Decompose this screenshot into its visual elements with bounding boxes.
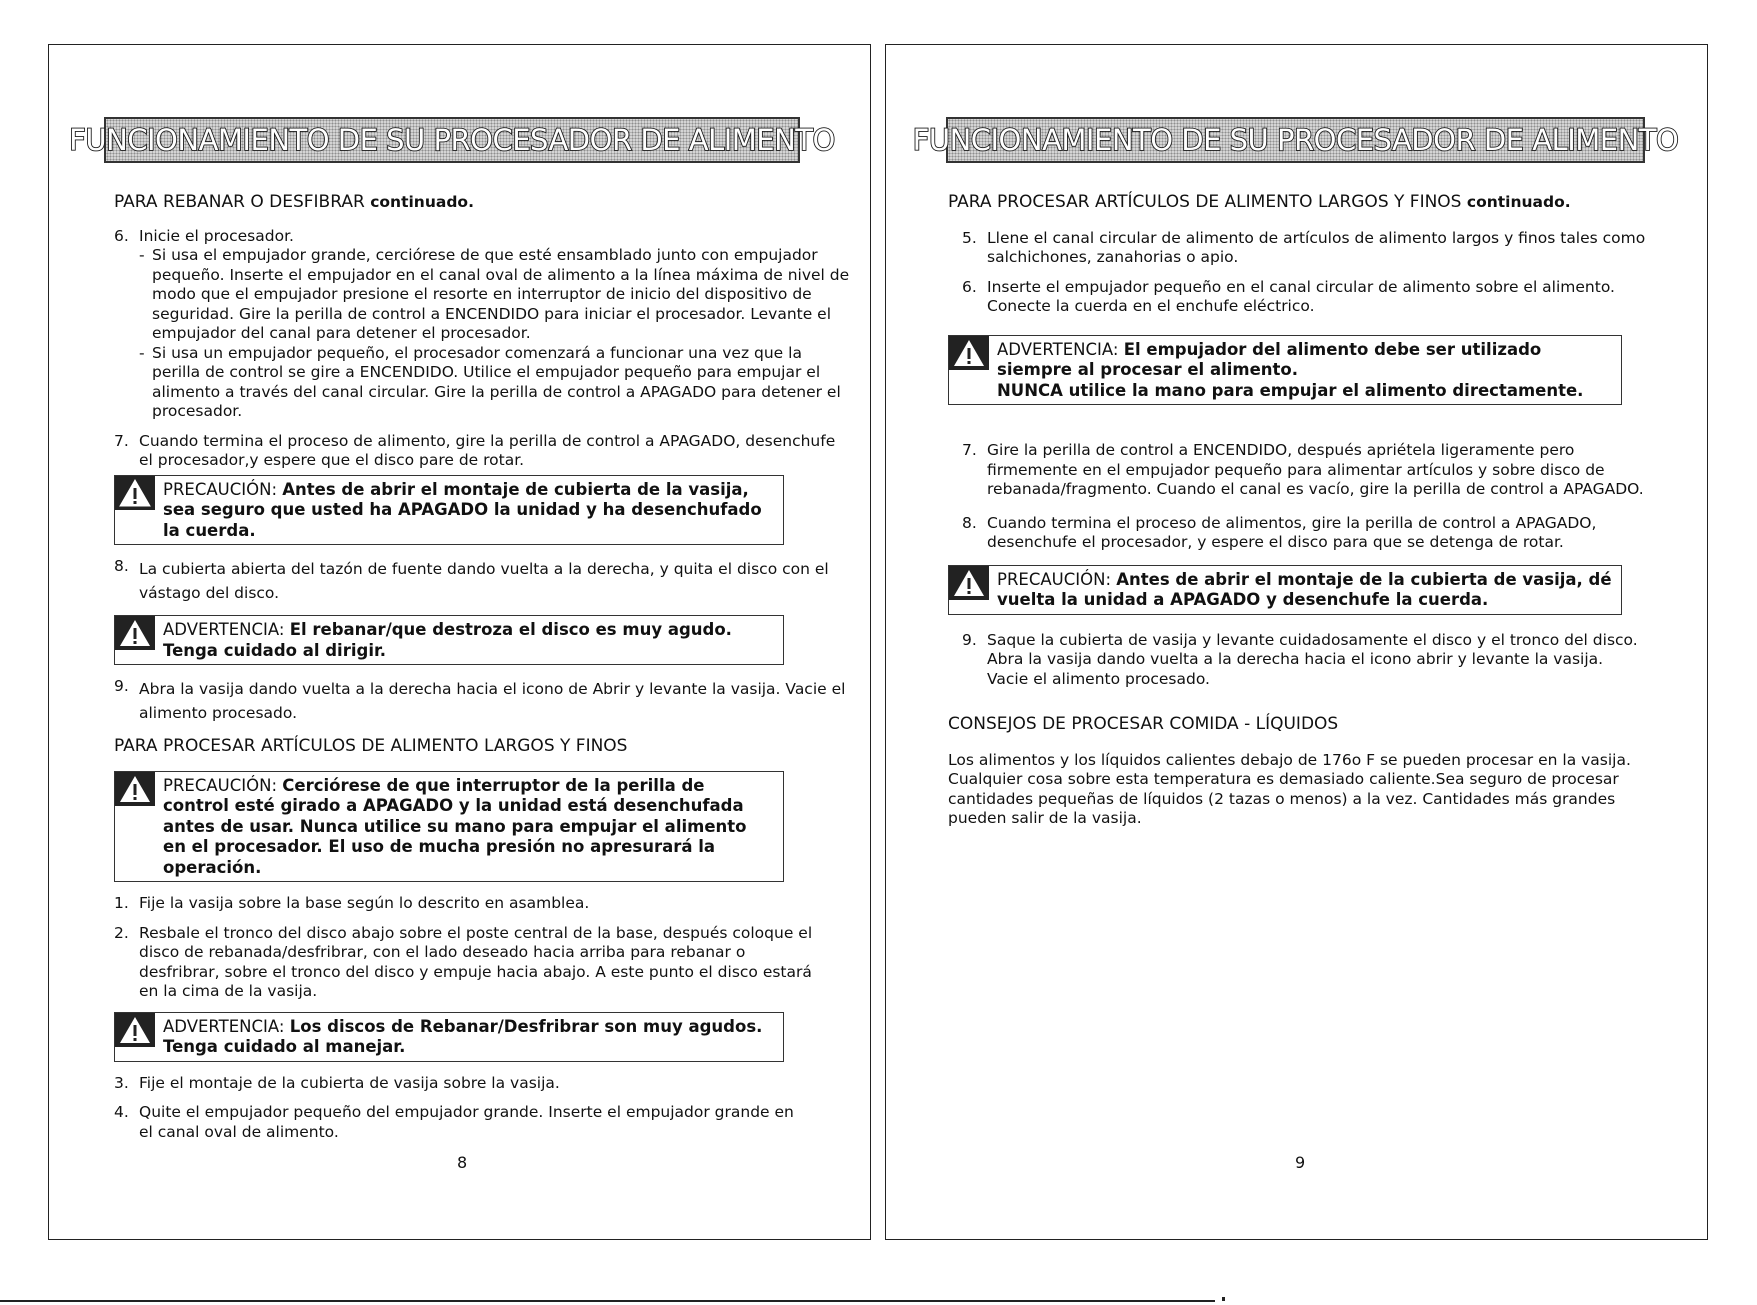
bottom-rule [0,1300,1215,1302]
sub-item: - Si usa un empujador pequeño, el procesador comenzará a funcionar una vez que la perilla de control se gire a ENCENDIDO. Utilice el empujador pequeño para empujar el alimento a través del canal circular. Gire la perilla de control a APAGADO para detener el procesador. [139,343,841,420]
step-item-6: 6. Inserte el empujador pequeño en el canal circular de alimento sobre el alimento. Conecte la cuerda en el enchufe eléctrico. [962,277,1615,315]
section-heading: PARA PROCESAR ARTÍCULOS DE ALIMENTO LARGOS Y FINOS continuado. [948,192,1571,212]
caution-box: PRECAUCIÓN: Antes de abrir el montaje de la cubierta de vasija, dé vuelta la unidad a APAGADO y desenchufe la cuerda. [948,565,1622,615]
step-item-8: 8. Cuando termina el proceso de alimentos, gire la perilla de control a APAGADO, desenchufe el procesador, y espere el disco para que se detenga de rotar. [962,513,1597,551]
warning-box: ADVERTENCIA: El rebanar/que destroza el disco es muy agudo. Tenga cuidado al dirigir. [114,615,784,665]
warning-triangle-icon [949,566,989,600]
step-item-7: 7. Cuando termina el proceso de alimento, gire la perilla de control a APAGADO, desenchufe el procesador,y espere que el disco pare de rotar. [114,431,836,469]
section-banner [912,117,1679,163]
warning-triangle-icon [115,772,155,806]
step-item-9: 9. Saque la cubierta de vasija y levante cuidadosamente el disco y el tronco del disco. Abra la vasija dando vuelta a la derecha hacia el icono abrir y levante la vasija. Vacie el alimento procesado. [962,630,1638,688]
banner-title: FUNCIONAMIENTO DE SU PROCESADOR DE ALIMENTO [912,123,1679,157]
section-heading: PARA REBANAR O DESFIBRAR continuado. [114,192,474,212]
warning-box: ADVERTENCIA: Los discos de Rebanar/Desfribrar son muy agudos. Tenga cuidado al manejar. [114,1012,784,1062]
step-item-6: 6. Inicie el procesador. - Si usa el empujador grande, cerciórese de que esté ensamblado junto con empujador pequeño. Inserte el empujador en el canal oval de alimento a la línea máxima de nivel de modo que el empujador presione el resorte en interruptor de inicio del dispositivo de seguridad. Gire la perilla de control a ENCENDIDO para iniciar el procesador. Levante el empujador del canal para detener el procesador. - Si usa un empujador pequeño, el procesador comenzará a funcionar una vez que la perilla de control se gire a ENCENDIDO. Utilice el empujador pequeño para empujar el alimento a través del canal circular. Gire la perilla de control a APAGADO para detener el procesador. [114,227,854,422]
bottom-tick [1222,1297,1225,1301]
step-item-5: 5. Llene el canal circular de alimento de artículos de alimento largos y finos tales como salchichones, zanahorias o apio. [962,228,1646,266]
page-number: 9 [1295,1153,1306,1172]
warning-triangle-icon [115,476,155,510]
warning-box: ADVERTENCIA: El empujador del alimento debe ser utilizado siempre al procesar el alimento. NUNCA utilice la mano para empujar el alimento directamente. [948,335,1622,406]
body-paragraph: Los alimentos y los líquidos calientes debajo de 176o F se pueden procesar en la vasija. Cualquier cosa sobre esta temperatura es demasiado caliente.Sea seguro de procesar cantidades pequeñas de líquidos (2 tazas o menos) a la vez. Cantidades más grandes pueden salir de la vasija. [948,750,1631,827]
caution-box: PRECAUCIÓN: Cerciórese de que interruptor de la perilla de control esté girado a APAGADO y la unidad está desenchufada antes de usar. Nunca utilice su mano para empujar el alimento en el procesador. El uso de mucha presión no apresurará la operación. [114,771,784,883]
page-content [948,193,1648,829]
warning-triangle-icon [949,336,989,370]
banner-title: FUNCIONAMIENTO DE SU PROCESADOR DE ALIMENTO [69,123,835,157]
page-left [48,44,871,1240]
warning-triangle-icon [115,1013,155,1047]
page-content [114,193,854,1152]
step-item-8: 8. La cubierta abierta del tazón de fuente dando vuelta a la derecha, y quita el disco con el vástago del disco. [114,557,829,602]
step-item-1: 1. Fije la vasija sobre la base según lo descrito en asamblea. [114,894,590,912]
step-item-2: 2. Resbale el tronco del disco abajo sobre el poste central de la base, después coloque el disco de rebanada/desfribrar, con el lado deseado hacia arriba para rebanar o desfribrar, sobre el tronco del disco y empuje hacia abajo. A este punto el disco estará en la cima de la vasija. [114,923,813,1000]
step-item-7: 7. Gire la perilla de control a ENCENDIDO, después apriétela ligeramente pero firmemente en el empujador pequeño para alimentar artículos y sobre disco de rebanada/fragmento. Cuando el canal es vacío, gire la perilla de control a APAGADO. [962,441,1644,498]
section-heading: CONSEJOS DE PROCESAR COMIDA - LÍQUIDOS [948,714,1339,734]
sub-item: - Si usa el empujador grande, cerciórese de que esté ensamblado junto con empujador pequeño. Inserte el empujador en el canal oval de alimento a la línea máxima de nivel de modo que el empujador presione el resorte en interruptor de inicio del dispositivo de seguridad. Gire la perilla de control a ENCENDIDO para iniciar el procesador. Levante el empujador del canal para detener el procesador. [139,246,850,342]
step-item-9: 9. Abra la vasija dando vuelta a la derecha hacia el icono de Abrir y levante la vasija. Vacie el alimento procesado. [114,677,846,722]
warning-triangle-icon [115,616,155,650]
page-number: 8 [457,1153,468,1172]
step-item-3: 3. Fije el montaje de la cubierta de vasija sobre la vasija. [114,1073,560,1092]
section-heading: PARA PROCESAR ARTÍCULOS DE ALIMENTO LARGOS Y FINOS [114,736,628,756]
caution-box: PRECAUCIÓN: Antes de abrir el montaje de cubierta de la vasija, sea seguro que usted ha APAGADO la unidad y ha desenchufado la cuerda. [114,475,784,546]
step-item-4: 4. Quite el empujador pequeño del empujador grande. Inserte el empujador grande en el canal oval de alimento. [114,1103,794,1141]
page-right [885,44,1708,1240]
section-banner [69,117,835,163]
